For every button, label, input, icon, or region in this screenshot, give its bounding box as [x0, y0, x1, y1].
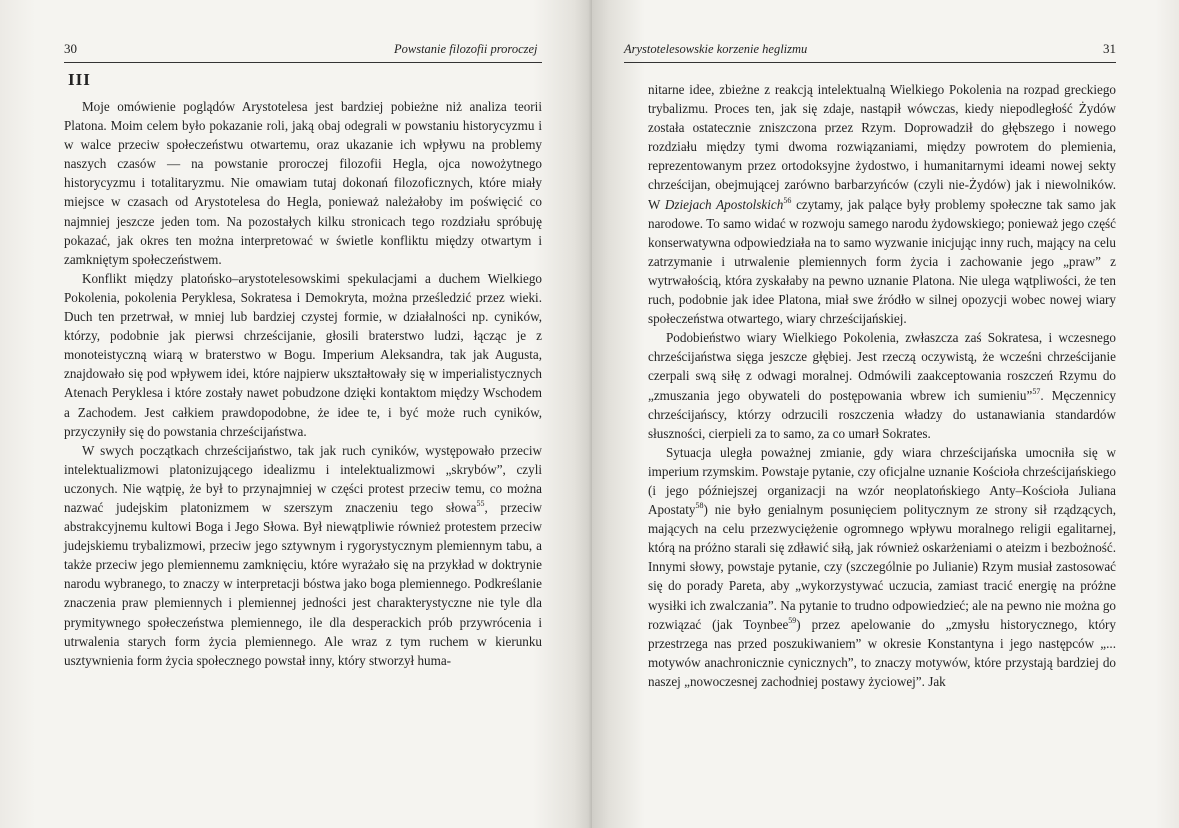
footnote-ref-56[interactable]: 56	[783, 195, 792, 205]
right-paragraph-3-part-a: Sytuacja uległa poważnej zmianie, gdy wiara chrześcijańska umocniła się w imperium rzymskim. Powstaje pytanie, czy oficjalne uznanie Kościoła chrześcijańskiego (i jego późniejszej organizacji na wzór neoplatońskiego Anty–Kościoła Juliana Apostaty	[648, 444, 1116, 518]
right-paragraph-3	[648, 443, 1116, 691]
right-paragraph-2-part-a: Podobieństwo wiary Wielkiego Pokolenia, zwłaszcza zaś Sokratesa, i wczesnego chrześcijaństwa sięga jeszcze głębiej. Jest rzeczą oczywistą, że wcześni chrześcijanie czerpali swą siłę z odwagi moralnej. Odmówili zaakceptowania roszczeń Rzymu do „zmuszania jego obywateli do postępowania wbrew ich sumieniu”	[648, 330, 1116, 403]
right-page-number: 31	[1103, 41, 1116, 56]
left-page-number: 30	[64, 41, 77, 56]
right-running-title: Arystotelesowskie korzenie heglizmu	[624, 42, 808, 56]
right-paragraph-3-part-c: ) przez apelowanie do „zmysłu historycznego, który przestrzega nas przed poszukiwaniem” w okresie Konstantyna i jego następców „... motywów anachronicznie cynicznych”, to znaczy motywów, które przystają bardziej do naszej „nowoczesnej zachodniej postawy życiowej”. Jak	[648, 616, 1116, 689]
left-paragraph-1: Moje omówienie poglądów Arystotelesa jest bardziej pobieżne niż analiza teorii Platona. Moim celem było pokazanie roli, jaką obaj odegrali w powstaniu historycyzmu i w walce przeciw społeczeństwu otwartemu, oraz ukazanie ich wpływu na problemy naszych czasów — na powstanie proroczej filozofii Hegla, ojca nowożytnego historycyzmu i totalitaryzmu. Nie omawiam tutaj dokonań filozoficznych, które miały miejsce w czasach od Arystotelesa do Hegla, ponieważ należałoby im poświęcić co najmniej jeszcze jeden tom. Na pozostałych kilku stronicach tego rozdziału spróbuję pokazać, jak okres ten można interpretować w świetle konfliktu między otwartym i zamkniętym społeczeństwem.	[64, 99, 542, 267]
left-paragraph-3	[64, 441, 542, 670]
right-page	[592, 0, 1179, 828]
chapter-heading: III	[68, 70, 91, 89]
left-page-header	[64, 38, 542, 60]
left-header-rule	[64, 62, 542, 63]
right-paragraph-1	[648, 80, 1116, 328]
footnote-ref-58[interactable]: 58	[695, 501, 704, 511]
footnote-ref-57[interactable]: 57	[1032, 386, 1041, 396]
left-paragraph-2: Konflikt między platońsko–arystotelesowskimi spekulacjami a duchem Wielkiego Pokolenia, pokolenia Peryklesa, Sokratesa i Demokryta, można prześledzić przez wieki. Duch ten przetrwał, w mniej lub bardziej czystej formie, w działalności np. cyników, którzy, podobnie jak pierwsi chrześcijanie, głosili braterstwo ludzi, łącząc je z monoteistyczną wiarą w braterstwo w Bogu. Imperium Aleksandra, tak jak Augusta, znajdowało się pod wpływem idei, które najpierw ukształtowały się w imperialistycznych Atenach Peryklesa i które zostały nawet pobudzone dzięki kontaktom między Wschodem a Zachodem. Jest całkiem prawdopodobne, że idee te, i być może ruch cyników, przyczyniły się do powstania chrześcijaństwa.	[64, 270, 542, 439]
footnote-ref-59[interactable]: 59	[788, 615, 797, 625]
right-paragraph-3-part-b: ) nie było genialnym posunięciem politycznym ze strony sił rządzących, mających na celu przezwyciężenie ogromnego wpływu moralnego religii egalitarnej, którą na próżno starali się zdławić siłą, jak również oskarżeniami o ateizm i bezbożność. Innymi słowy, powstaje pytanie, czy (szczególnie po Julianie) Rzym musiał zastosować się do porady Pareta, aby „wykorzystywać uczucia, zamiast tracić energię na próżne wysiłki ich zwalczania”. Na pytanie to trudno odpowiedzieć; ale na pewno nie można go rozwiązać (jak Toynbee	[648, 502, 1116, 632]
right-paragraph-1-part-a: nitarne idee, zbieżne z reakcją intelektualną Wielkiego Pokolenia na rozpad greckiego trybalizmu. Proces ten, jak się zdaje, nastąpił wówczas, kiedy niepodległość Żydów została ostatecznie zniszczona przez Rzym. Doprowadził do głębszego i nowego rozdziału między tymi dwoma rozwiązaniami, między powrotem do plemienia, reprezentowanym przez ortodoksyjne żydostwo, i humanitarnymi ideami nowej sekty chrześcijan, obejmującej zarówno barbarzyńców (czyli nie-Żydów) jak i niewolników. W	[648, 82, 1116, 212]
left-paragraph-3-part-b: , przeciw abstrakcyjnemu kultowi Boga i Jego Słowa. Był niewątpliwie również protestem przeciw judejskiemu trybalizmowi, przeciw jego sztywnym i rygorystycznym plemiennym tabu, a także przeciw jego plemiennemu zamknięciu, które wyrażało się na przykład w doktrynie narodu wybranego, to znaczy w interpretacji bóstwa jako boga plemiennego. Podkreślanie znaczenia praw plemiennych i plemiennej jedności jest charakterystyczne nie tyle dla prymitywnego społeczeństwa plemiennego, ile dla desperackich prób przywrócenia i utrwalenia starych form życia plemiennego. Ale wraz z tym ruchem w kierunku usztywnienia form życia społecznego powstał inny, który stworzył huma-	[64, 499, 542, 668]
acts-of-apostles-title: Dziejach Apostolskich	[664, 196, 784, 212]
right-header-rule	[624, 62, 1116, 63]
right-body-text	[648, 80, 1116, 691]
footnote-ref-55[interactable]: 55	[476, 498, 485, 508]
right-paragraph-2-part-b: . Męczennicy chrześcijańscy, którzy odrzucili roszczenia władzy do ustanawiania standardów słuszności, cierpieli za to samo, za co umarł Sokrates.	[648, 387, 1116, 441]
right-paragraph-2	[648, 328, 1116, 443]
left-paragraph-3-part-a: W swych początkach chrześcijaństwo, tak jak ruch cyników, występowało przeciw intelektualizmowi platonizującego idealizmu i intelektualizmowi „skrybów”, czyli uczonych. Nie wątpię, że był to przynajmniej w części protest przeciw temu, co można nazwać judejskim platonizmem w szerszym znaczeniu tego słowa	[64, 442, 542, 515]
left-body-text	[64, 97, 542, 670]
right-paragraph-1-part-b: czytamy, jak palące były problemy społeczne tak samo jak narodowe. To samo widać w rozwoju samego narodu żydowskiego; ponieważ jego część konserwatywna odpowiedziała na to samo wyzwanie inicjując inny ruch, mający na celu zatrzymanie i utrwalenie plemiennych form życia i zachowanie jego „praw” z wytrwałością, która zyskałaby na pewno uznanie Platona. Nie ulega wątpliwości, że ten ruch, podobnie jak idee Platona, miał swe źródło w silnej opozycji wobec nowej wiary społeczeństwa otwartego, wiary chrześcijańskiej.	[648, 196, 1116, 327]
right-page-header	[624, 38, 1116, 60]
left-running-title: Powstanie filozofii proroczej	[394, 42, 538, 56]
